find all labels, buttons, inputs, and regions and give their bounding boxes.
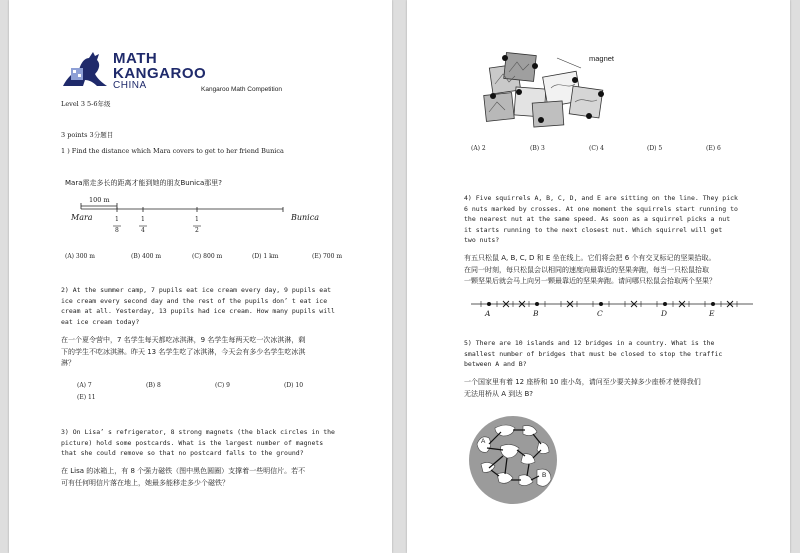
q4-cn-line: 有五只松鼠 A, B, C, D 和 E 坐在线上。它们将会把 6 个有交叉标记的坚果拾取。: [464, 254, 716, 262]
q1-frac2-den: 4: [141, 227, 145, 234]
q4-squirrel-line: [467, 296, 757, 322]
q5-label-b: B: [542, 472, 547, 479]
q3-choice-c: (C) 4: [589, 145, 604, 152]
q2-cn-line: 在一个夏令营中，7 名学生每天都吃冰淇淋，9 名学生每两天吃一次冰淇淋，剩: [61, 336, 306, 344]
q2-question-en: [61, 285, 335, 327]
q3-question-en: [61, 427, 335, 459]
brand-line2: KANGAROO: [113, 65, 207, 82]
q4-question-en: [464, 193, 738, 246]
q1-frac3-den: 2: [195, 227, 199, 234]
q5-islands-figure: [467, 414, 559, 506]
q5-question-en: [464, 338, 722, 370]
q3-cn-line: 可有任何明信片落在地上，她最多能移走多少个磁铁？: [61, 478, 229, 487]
q1-frac3-num: 1: [195, 216, 199, 223]
q5-question-cn: [464, 377, 701, 400]
q4-en-line: it starts running to the next closest nut. Which squirrel will get: [464, 225, 723, 234]
q3-question-cn: [61, 466, 305, 489]
q1-choice-b: (B) 400 m: [131, 253, 162, 260]
q4-cn-line: 一颗坚果后就会马上向另一颗最靠近的坚果奔跑。请问哪只松鼠会拾取两个坚果？: [464, 277, 716, 285]
q3-en-line: picture) hold some postcards. What is the largest number of magnets: [61, 438, 324, 447]
q1-frac1-den: 8: [115, 227, 119, 234]
q1-choice-e: (E) 700 m: [312, 253, 343, 260]
brand-tagline: Kangaroo Math Competition: [201, 86, 282, 93]
q3-postcards-figure: [471, 44, 631, 134]
q4-en-line: 6 nuts marked by crosses. At one moment the squirrels start running to: [464, 204, 738, 213]
q5-en-line: smallest number of bridges that must be closed to stop the traffic: [464, 349, 723, 358]
q2-choice-a: (A) 7: [77, 382, 92, 389]
document-page-left: [9, 0, 392, 553]
q5-cn-line: 无法用桥从 A 到达 B?: [464, 389, 533, 398]
q1-end-label: Bunica: [291, 213, 319, 222]
q1-question-en: 1 ) Find the distance which Mara covers to get to her friend Bunica: [61, 147, 284, 155]
q4-label-a: A: [485, 309, 491, 318]
q2-choice-c: (C) 9: [215, 382, 230, 389]
q3-choice-e: (E) 6: [706, 145, 721, 152]
q1-question-cn: Mara需走多长的距离才能到她的朋友Bunica那里?: [65, 179, 222, 187]
section-heading: 3 points 3分题目: [61, 131, 114, 139]
q1-choice-d: (D) 1 km: [252, 253, 279, 260]
q5-en-line: 5) There are 10 islands and 12 bridges in a country. What is the: [464, 339, 715, 347]
q1-start-label: Mara: [71, 213, 93, 222]
kangaroo-logo: [57, 48, 109, 90]
q4-label-c: C: [597, 309, 603, 318]
q2-choice-e: (E) 11: [77, 394, 96, 401]
q3-en-line: that she could remove so that no postcard falls to the ground?: [61, 449, 304, 457]
q2-en-line: eat ice cream today?: [61, 317, 140, 326]
q3-choice-d: (D) 5: [647, 145, 663, 152]
q1-distance-diagram: [61, 196, 331, 240]
q1-frac1-num: 1: [115, 216, 119, 223]
document-page-right: [407, 0, 790, 553]
q2-choice-b: (B) 8: [146, 382, 161, 389]
q3-magnet-label: magnet: [589, 54, 615, 63]
level-heading: Level 3 5-6年级: [61, 100, 111, 108]
q4-en-line: two nuts?: [464, 236, 500, 244]
q1-frac2-num: 1: [141, 216, 145, 223]
islands-map: [467, 414, 559, 506]
q1-scale-label: 100 m: [89, 196, 110, 204]
q4-en-line: the nearest nut at the same speed. As soon as a squirrel picks a nut: [464, 215, 731, 223]
q2-question-cn: [61, 335, 305, 370]
q2-cn-line: 下的学生不吃冰淇淋。昨天 13 名学生吃了冰淇淋，今天会有多少名学生吃冰淇: [61, 347, 306, 356]
q4-question-cn: [464, 253, 716, 288]
q5-en-line: between A and B?: [464, 360, 527, 368]
kangaroo-icon: [57, 48, 109, 90]
q3-en-line: 3) On Lisa’ s refrigerator, 8 strong magnets (the black circles in the: [61, 428, 335, 436]
q4-en-line: 4) Five squirrels A, B, C, D, and E are sitting on the line. They pick: [464, 194, 738, 202]
q3-choice-b: (B) 3: [530, 145, 545, 152]
q4-label-e: E: [709, 309, 715, 318]
brand-line3: CHINA: [113, 80, 147, 91]
q5-label-a: A: [481, 438, 486, 445]
q2-cn-line: 淋？: [61, 359, 75, 367]
q2-en-line: ice cream every second day and the rest of the pupils don’ t eat ice: [61, 296, 328, 305]
q3-cn-line: 在 Lisa 的冰箱上，有 8 个强力磁铁（图中黑色圆圈）支撑着一些明信片。若不: [61, 467, 306, 475]
q2-en-line: cream at all. Yesterday, 13 pupils had ice cream. How many pupils will: [61, 307, 335, 315]
brand-line1: MATH: [113, 50, 158, 67]
q1-choice-a: (A) 300 m: [65, 253, 95, 260]
q3-choice-a: (A) 2: [471, 145, 486, 152]
q4-label-d: D: [661, 309, 668, 318]
q2-choice-d: (D) 10: [284, 382, 304, 389]
q1-choice-c: (C) 800 m: [192, 253, 223, 260]
q2-en-line: 2) At the summer camp, 7 pupils eat ice cream every day, 9 pupils eat: [61, 286, 332, 294]
q4-cn-line: 在同一时刻，每只松鼠会以相同的速度向最靠近的坚果奔跑，每当一只松鼠拾取: [464, 265, 709, 274]
q5-cn-line: 一个国家里有着 12 座桥和 10 座小岛，请问至少要关掉多少座桥才使得我们: [464, 378, 701, 386]
q4-label-b: B: [533, 309, 539, 318]
